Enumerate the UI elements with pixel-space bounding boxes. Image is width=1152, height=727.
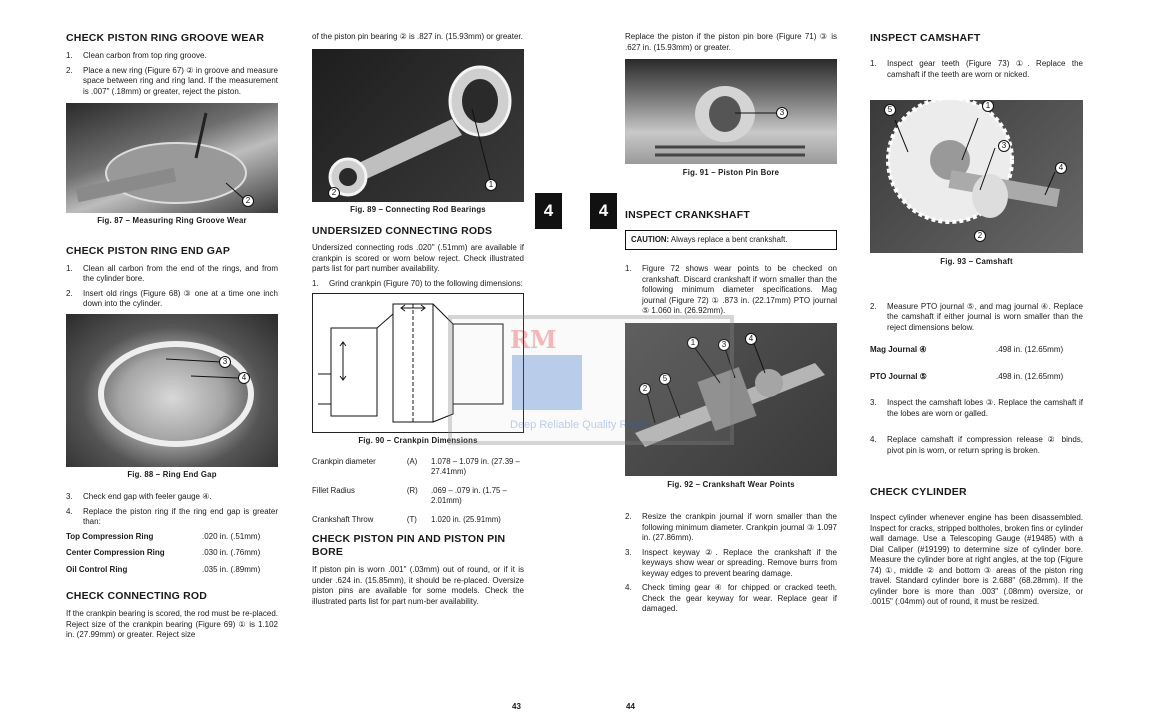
callout-1: 1: [485, 179, 497, 191]
list-item: 2. Place a new ring (Figure 67) ② in groove and measure space between ring and ring land. If the measurement is .007" (.18mm) or greater, reject the piston.: [66, 65, 278, 96]
figure-88-photo: [66, 314, 278, 467]
list-item: 3. Inspect the camshaft lobes ③. Replace the camshaft if the lobes are worn or galled.: [870, 398, 1083, 418]
callout-2: 2: [328, 187, 340, 199]
figure-93-caption: Fig. 93 – Camshaft: [940, 257, 1013, 266]
heading-undersized-rods: UNDERSIZED CONNECTING RODS: [312, 225, 493, 237]
cylinder-bore-illustration: [66, 314, 278, 467]
cam-steps-3: [870, 398, 1083, 456]
callout-3: 3: [219, 356, 231, 368]
piston-pin-paragraph: If piston pin is worn .001" (.03mm) out of round, or if it is under .624 in. (15.85mm), it should be re-placed. Oversize piston pins are available for some models. Check the illustrated parts list for part num-ber availability.: [312, 565, 524, 606]
heading-connecting-rod: CHECK CONNECTING ROD: [66, 590, 208, 602]
callout-2: 2: [639, 383, 651, 395]
list-item: 4. Replace the piston ring if the ring end gap is greater than:: [66, 506, 278, 526]
spec-row: Center Compression Ring .030 in. (.76mm): [66, 548, 261, 557]
callout-3: 3: [718, 339, 730, 351]
figure-90-caption: Fig. 90 – Crankpin Dimensions: [358, 436, 478, 445]
figure-93-photo: [870, 100, 1083, 253]
rod-paragraph: If the crankpin bearing is scored, the rod must be re-placed. Reject size of the crankpin bearing (Figure 69) ① is 1.102 in. (27.99mm) or greater. Reject size: [66, 609, 278, 639]
callout-1: 1: [687, 337, 699, 349]
crankpin-diagram: [313, 294, 523, 432]
callout-2: 2: [242, 195, 254, 207]
list-item: 2. Measure PTO journal ⑤, and mag journal ④. Replace the camshaft if either journal is worn smaller than the reject dimensions below.: [870, 301, 1083, 332]
spec-row: Mag Journal ④ .498 in. (12.65mm): [870, 345, 1064, 354]
caution-text: Always replace a bent crankshaft.: [670, 234, 788, 244]
list-item: 2. Resize the crankpin journal if worn smaller than the following minimum diameter. Crankpin journal ③ 1.097 in. (27.86mm).: [625, 512, 837, 542]
figure-90-diagram: [312, 293, 524, 433]
figure-92-photo: [625, 323, 837, 476]
crank-steps-2: [625, 512, 837, 615]
callout-4: 4: [1055, 162, 1067, 174]
spec-row: PTO Journal ⑤ .498 in. (12.65mm): [870, 371, 1064, 381]
callout-3: 3: [776, 107, 788, 119]
heading-end-gap: CHECK PISTON RING END GAP: [66, 244, 231, 257]
column-1: [66, 32, 278, 641]
list-item: 4. Check timing gear ④ for chipped or cracked teeth. Check the gear keyway for wear. Replace gear if damaged.: [625, 583, 837, 613]
undersized-paragraph: Undersized connecting rods .020" (.51mm) are available if crankpin is scored or worn below reject. Check illustrated parts list for part number availability.: [312, 243, 524, 273]
chapter-tab-right: 4: [590, 193, 617, 229]
list-item: 1. Inspect gear teeth (Figure 73) ①. Replace the camshaft if the teeth are worn or nicked.: [870, 59, 1083, 79]
journal-spec-table: [870, 345, 1083, 382]
callout-4: 4: [238, 372, 250, 384]
list-item: 1. Grind crankpin (Figure 70) to the following dimensions:: [312, 278, 523, 288]
table-row: Crankshaft Throw (T) 1.020 in. (25.91mm): [312, 514, 501, 524]
column-3: [625, 32, 837, 619]
figure-91-caption: Fig. 91 – Piston Pin Bore: [682, 168, 780, 177]
figure-89-photo: [312, 49, 524, 202]
heading-inspect-crankshaft: INSPECT CRANKSHAFT: [625, 208, 750, 221]
figure-87-photo: [66, 103, 278, 213]
groove-steps: [66, 51, 278, 97]
cylinder-paragraph: Inspect cylinder whenever engine has been disassembled. Inspect for cracks, stripped boltholes, broken fins or cylinder wall damage. Use a Telescoping Gauge (#19485) with a Dial Caliper (#19199) to determine size of cylinder bore. Measure the cylinder bore at right angles, at the top (Figure 74) ①, middle ② and bottom ③ areas of the piston ring travel. Standard cylinder bore is 2.688" (68.28mm). If the cylinder bore is more than .003" (.08mm) oversize, or .0015" (.04mm) out of round, it must be resized.: [870, 513, 1083, 606]
continued-paragraph: of the piston pin bearing ② is .827 in. (15.93mm) or greater.: [312, 32, 523, 41]
page-number-left: 43: [512, 702, 521, 711]
crank-steps: [625, 264, 837, 317]
endgap-steps-2: [66, 492, 278, 528]
spec-row: Top Compression Ring .020 in. (.51mm): [66, 531, 261, 541]
heading-groove-wear: CHECK PISTON RING GROOVE WEAR: [66, 32, 265, 44]
spec-row: Oil Control Ring .035 in. (.89mm): [66, 564, 261, 574]
table-row: Fillet Radius (R) .069 – .079 in. (1.75 – 2.01mm): [312, 485, 507, 505]
callout-2: 2: [974, 230, 986, 242]
figure-87-caption: Fig. 87 – Measuring Ring Groove Wear: [97, 216, 247, 225]
callout-4: 4: [745, 333, 757, 345]
figure-88-caption: Fig. 88 – Ring End Gap: [127, 469, 217, 479]
list-item: 2. Insert old rings (Figure 68) ③ one at a time one inch down into the cylinder.: [66, 288, 278, 308]
table-row: Crankpin diameter (A) 1.078 – 1.079 in. (27.39 – 27.41mm): [312, 456, 520, 476]
column-2: [312, 32, 524, 607]
column-4: [870, 32, 1083, 608]
cam-steps-2: [870, 302, 1083, 334]
heading-check-cylinder: CHECK CYLINDER: [870, 486, 967, 498]
callout-1: 1: [982, 100, 994, 112]
cam-steps: [870, 59, 1083, 80]
list-item: 1. Clean all carbon from the end of the rings, and from the cylinder bore.: [66, 263, 278, 283]
list-item: 4. Replace camshaft if compression release ② binds, pivot pin is worn, or return spring is broken.: [870, 435, 1083, 455]
figure-89-caption: Fig. 89 – Connecting Rod Bearings: [350, 204, 486, 214]
watermark-tagline: Deep Reliable Quality Repair: [510, 419, 652, 431]
caution-label: CAUTION:: [631, 234, 670, 244]
list-item: 3. Check end gap with feeler gauge ④.: [66, 492, 212, 501]
crankpin-dimensions-table: [312, 457, 524, 526]
ring-spec-table: [66, 532, 278, 576]
replace-paragraph: Replace the piston if the piston pin bore (Figure 71) ③ is .627 in. (15.93mm) or greater.: [625, 32, 837, 52]
watermark-letters: RM: [510, 325, 557, 354]
endgap-steps: [66, 264, 278, 310]
chapter-tab-left: 4: [535, 193, 562, 229]
callout-5: 5: [659, 373, 671, 385]
callout-5: 5: [884, 104, 896, 116]
caution-box: [625, 230, 837, 251]
list-item: 1. Clean carbon from top ring groove.: [66, 51, 207, 60]
list-item: 1. Figure 72 shows wear points to be checked on crankshaft. Discard crankshaft if worn smaller than the following minimum diameter specifications. Mag journal (Figure 72) ① .873 in. (22.17mm) PTO journal ⑤ 1.060 in. (26.92mm).: [625, 264, 837, 315]
page-number-right: 44: [626, 702, 635, 711]
heading-inspect-camshaft: INSPECT CAMSHAFT: [870, 32, 981, 44]
undersized-steps: [312, 279, 524, 290]
piston-pin-bore-illustration: [625, 59, 837, 164]
heading-piston-pin: CHECK PISTON PIN AND PISTON PIN BORE: [312, 533, 506, 558]
list-item: 3. Inspect keyway ②. Replace the crankshaft if the keyways show wear or spreading. Remove burrs from keyway edges to prevent bearing damage.: [625, 547, 837, 578]
figure-91-photo: [625, 59, 837, 164]
figure-92-caption: Fig. 92 – Crankshaft Wear Points: [667, 479, 795, 489]
crankshaft-illustration: [625, 323, 837, 476]
callout-3: 3: [998, 140, 1010, 152]
